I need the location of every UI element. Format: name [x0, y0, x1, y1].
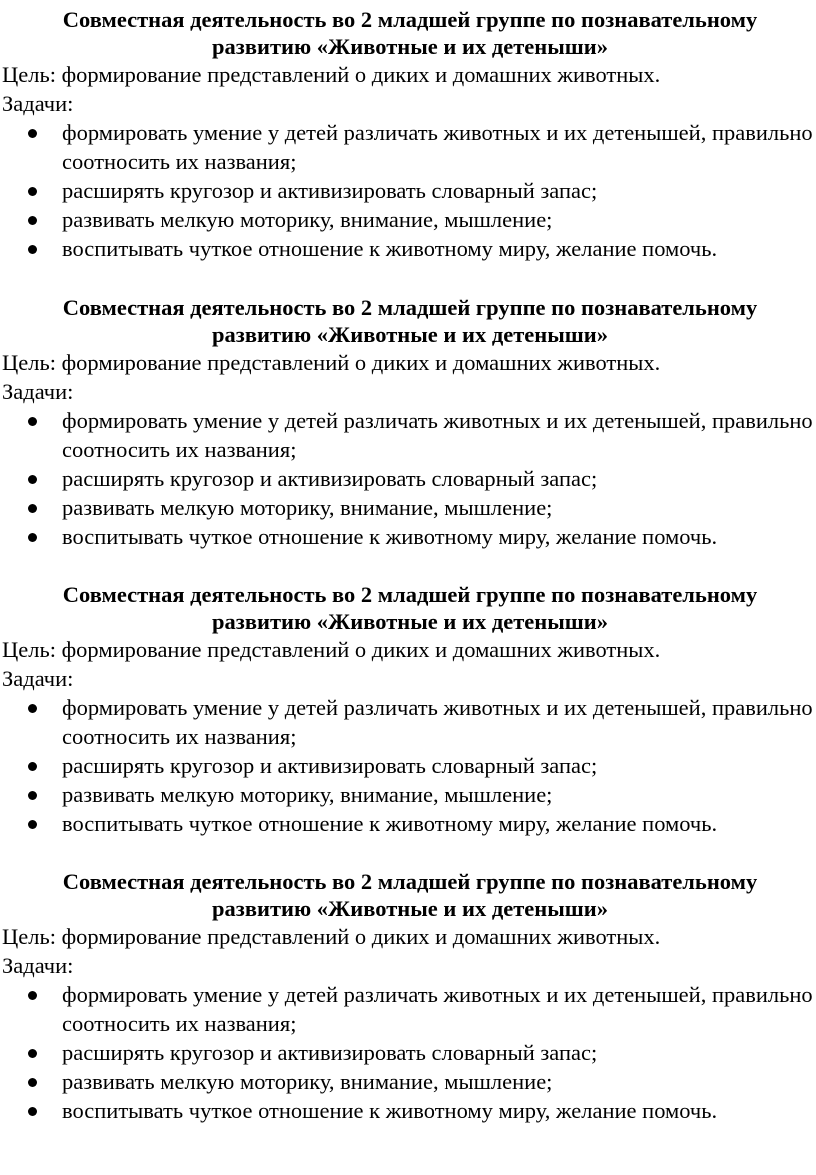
tasks-list — [0, 980, 816, 1125]
title-line-1: Совместная деятельность во 2 младшей группе по познавательному — [62, 295, 758, 320]
title-line-1: Совместная деятельность во 2 младшей группе по познавательному — [62, 869, 758, 894]
bullet-icon — [28, 1078, 37, 1087]
bullet-icon — [28, 417, 37, 426]
task-item — [62, 406, 816, 464]
bullet-icon — [28, 1107, 37, 1116]
task-item — [62, 809, 816, 838]
task-item — [62, 980, 816, 1038]
task-text: воспитывать чуткое отношение к животному миру, желание помочь. — [62, 1098, 718, 1123]
bullet-icon — [28, 820, 37, 829]
goal-text: Цель: формирование представлений о диких и домашних животных. — [2, 924, 661, 949]
bullet-icon — [28, 762, 37, 771]
task-text: развивать мелкую моторику, внимание, мышление; — [62, 782, 553, 807]
task-item — [62, 1067, 816, 1096]
task-item — [62, 118, 816, 176]
task-text: расширять кругозор и активизировать словарный запас; — [62, 466, 598, 491]
goal-text: Цель: формирование представлений о диких и домашних животных. — [2, 350, 661, 375]
task-text: формировать умение у детей различать животных и их детенышей, правильно соотносить их названия; — [62, 695, 813, 749]
block-title — [0, 294, 816, 348]
title-line-2: развитию «Животные и их детеныши» — [212, 34, 608, 59]
title-line-1: Совместная деятельность во 2 младшей группе по познавательному — [62, 582, 758, 607]
tasks-label: Задачи: — [2, 953, 74, 978]
bullet-icon — [28, 216, 37, 225]
task-item — [62, 176, 816, 205]
task-text: расширять кругозор и активизировать словарный запас; — [62, 1040, 598, 1065]
activity-block — [0, 6, 816, 263]
activity-block — [0, 294, 816, 551]
bullet-icon — [28, 187, 37, 196]
task-item — [62, 751, 816, 780]
tasks-list — [0, 693, 816, 838]
task-item — [62, 780, 816, 809]
title-line-1: Совместная деятельность во 2 младшей группе по познавательному — [62, 7, 758, 32]
tasks-label: Задачи: — [2, 379, 74, 404]
task-item — [62, 693, 816, 751]
task-text: формировать умение у детей различать животных и их детенышей, правильно соотносить их названия; — [62, 120, 813, 174]
task-text: формировать умение у детей различать животных и их детенышей, правильно соотносить их названия; — [62, 982, 813, 1036]
title-line-2: развитию «Животные и их детеныши» — [212, 609, 608, 634]
task-text: развивать мелкую моторику, внимание, мышление; — [62, 207, 553, 232]
title-line-2: развитию «Животные и их детеныши» — [212, 322, 608, 347]
task-item — [62, 522, 816, 551]
bullet-icon — [28, 504, 37, 513]
task-item — [62, 234, 816, 263]
task-text: воспитывать чуткое отношение к животному миру, желание помочь. — [62, 524, 718, 549]
activity-block — [0, 581, 816, 838]
task-text: расширять кругозор и активизировать словарный запас; — [62, 178, 598, 203]
block-title — [0, 868, 816, 922]
task-text: формировать умение у детей различать животных и их детенышей, правильно соотносить их названия; — [62, 408, 813, 462]
task-item — [62, 464, 816, 493]
bullet-icon — [28, 991, 37, 1000]
task-item — [62, 493, 816, 522]
bullet-icon — [28, 1049, 37, 1058]
tasks-label: Задачи: — [2, 666, 74, 691]
goal-text: Цель: формирование представлений о диких и домашних животных. — [2, 637, 661, 662]
bullet-icon — [28, 533, 37, 542]
bullet-icon — [28, 129, 37, 138]
block-title — [0, 6, 816, 60]
goal-text: Цель: формирование представлений о диких и домашних животных. — [2, 62, 661, 87]
tasks-label: Задачи: — [2, 91, 74, 116]
task-text: расширять кругозор и активизировать словарный запас; — [62, 753, 598, 778]
block-title — [0, 581, 816, 635]
task-text: воспитывать чуткое отношение к животному миру, желание помочь. — [62, 236, 718, 261]
activity-block — [0, 868, 816, 1125]
task-text: развивать мелкую моторику, внимание, мышление; — [62, 495, 553, 520]
bullet-icon — [28, 245, 37, 254]
task-text: развивать мелкую моторику, внимание, мышление; — [62, 1069, 553, 1094]
bullet-icon — [28, 704, 37, 713]
task-item — [62, 1096, 816, 1125]
bullet-icon — [28, 791, 37, 800]
task-item — [62, 1038, 816, 1067]
bullet-icon — [28, 475, 37, 484]
task-item — [62, 205, 816, 234]
tasks-list — [0, 118, 816, 263]
task-text: воспитывать чуткое отношение к животному миру, желание помочь. — [62, 811, 718, 836]
tasks-list — [0, 406, 816, 551]
title-line-2: развитию «Животные и их детеныши» — [212, 896, 608, 921]
